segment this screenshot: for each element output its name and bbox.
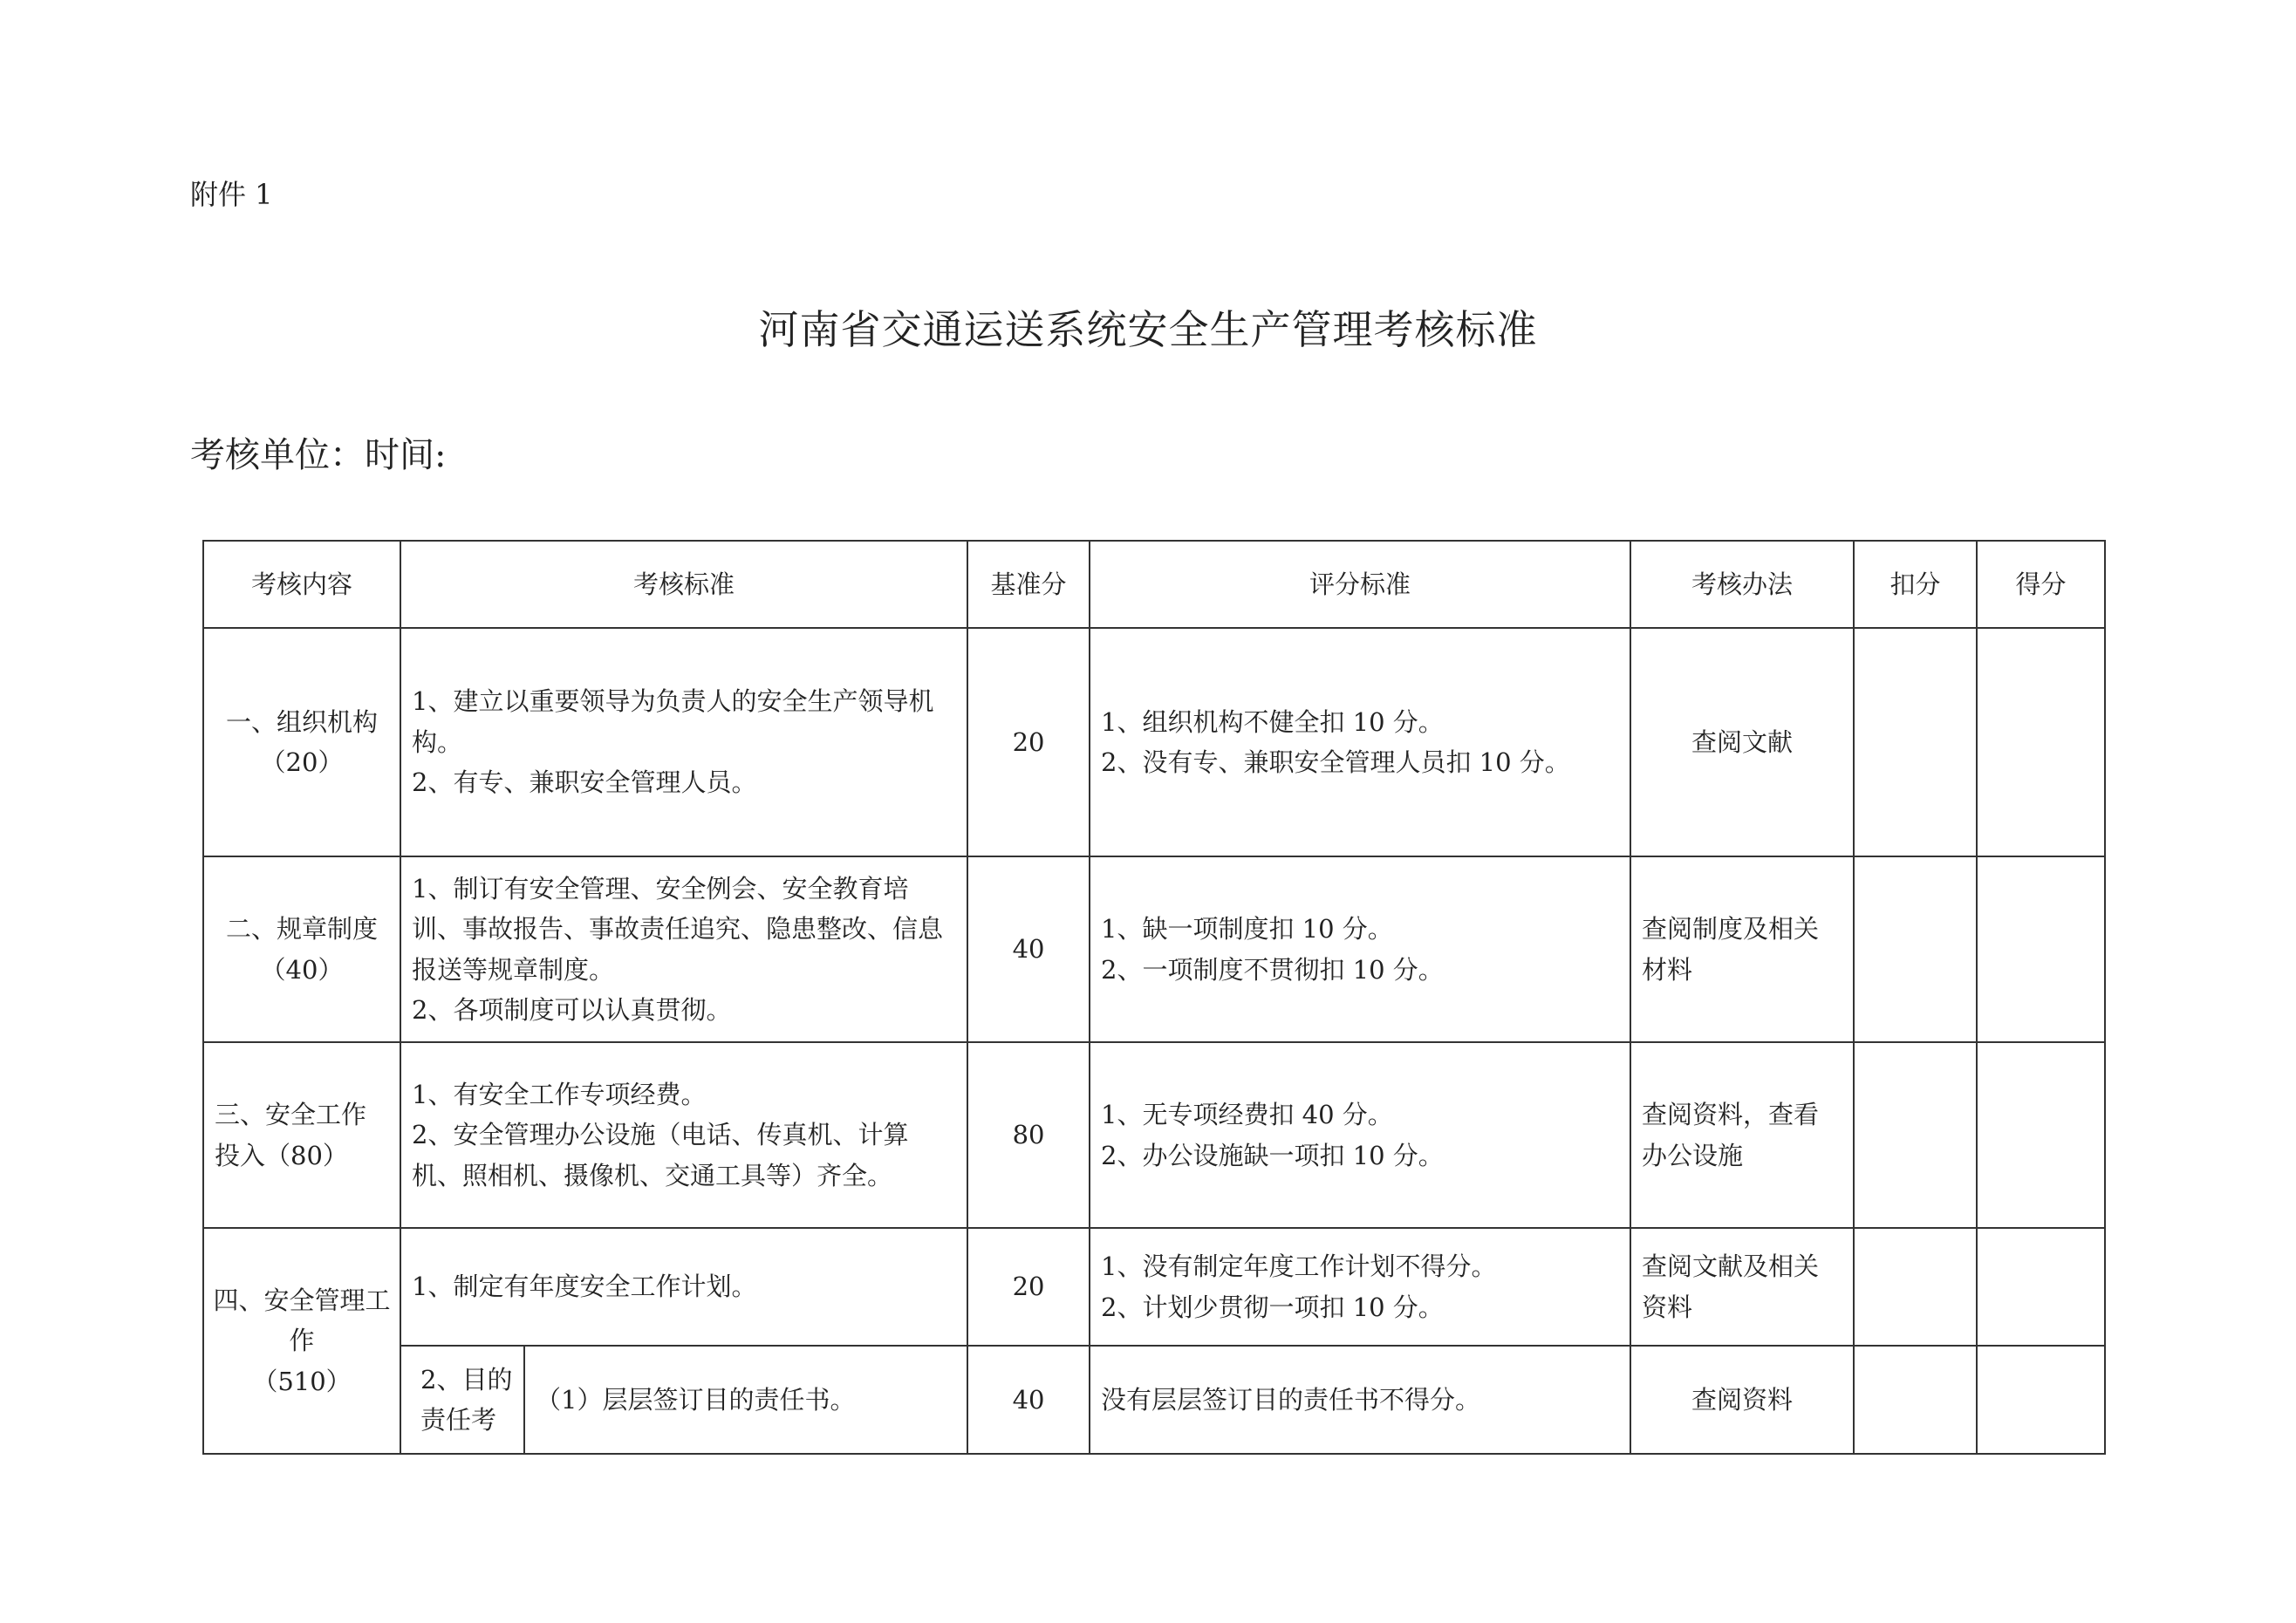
content-line: 三、安全工作投入（80） [215, 1100, 367, 1170]
scoring-line: 1、缺一项制度扣 10 分。 [1101, 914, 1393, 944]
row-deduct-cell [1854, 1346, 1977, 1454]
content-line: 二、规章制度 [225, 914, 378, 944]
content-line: 四、安全管理工作 [213, 1285, 391, 1356]
scoring-line: 没有层层签订目的责任书不得分。 [1101, 1384, 1481, 1415]
standard-line: 1、制订有安全管理、安全例会、安全教育培训、事故报告、事故责任追究、隐患整改、信息报送等规章制度。 [412, 873, 944, 985]
row-deduct-cell [1854, 856, 1977, 1042]
standard-line: （1）层层签订目的责任书。 [536, 1384, 856, 1415]
row-deduct-cell [1854, 628, 1977, 856]
row-content [203, 1042, 400, 1228]
row-standard [400, 1228, 967, 1346]
standard-line: 1、制定有年度安全工作计划。 [412, 1272, 757, 1302]
row-standard [400, 628, 967, 856]
row-base-score: 40 [967, 856, 1090, 1042]
row-method: 查阅资料 [1630, 1346, 1854, 1454]
attachment-label: 附件 1 [190, 178, 273, 211]
row-method: 查阅资料，查看办公设施 [1630, 1042, 1854, 1228]
header-content: 考核内容 [203, 541, 400, 628]
header-score: 得分 [1977, 541, 2105, 628]
row-content [203, 628, 400, 856]
scoring-line: 1、组织机构不健全扣 10 分。 [1101, 706, 1444, 737]
standard-line: 1、有安全工作专项经费。 [412, 1079, 707, 1109]
row-standard [400, 856, 967, 1042]
scoring-line: 1、没有制定年度工作计划不得分。 [1101, 1251, 1497, 1282]
unit-time-line: 考核单位：时间: [190, 435, 447, 475]
header-base-score: 基准分 [967, 541, 1090, 628]
row-score-cell [1977, 628, 2105, 856]
row-deduct-cell [1854, 1228, 1977, 1346]
row-scoring [1090, 1042, 1630, 1228]
row-content [203, 856, 400, 1042]
table-header-row [203, 541, 2105, 628]
row-score-cell [1977, 856, 2105, 1042]
table-row [203, 1228, 2105, 1346]
row-scoring [1090, 856, 1630, 1042]
row-base-score: 40 [967, 1346, 1090, 1454]
row-score-cell [1977, 1042, 2105, 1228]
table-row [203, 628, 2105, 856]
scoring-line: 2、没有专、兼职安全管理人员扣 10 分。 [1101, 747, 1570, 777]
table-row [203, 1346, 2105, 1454]
header-deduct: 扣分 [1854, 541, 1977, 628]
row-base-score: 20 [967, 1228, 1090, 1346]
content-line: 一、组织机构 [225, 706, 378, 737]
scoring-line: 2、办公设施缺一项扣 10 分。 [1101, 1140, 1444, 1170]
row-scoring [1090, 1228, 1630, 1346]
table-row [203, 1042, 2105, 1228]
row-method: 查阅文献及相关资料 [1630, 1228, 1854, 1346]
row-score-cell [1977, 1228, 2105, 1346]
content-line: （510） [252, 1366, 352, 1396]
row-base-score: 80 [967, 1042, 1090, 1228]
document-title: 河南省交通运送系统安全生产管理考核标准 [758, 306, 1538, 353]
row-method: 查阅文献 [1630, 628, 1854, 856]
standard-line: 2、安全管理办公设施（电话、传真机、计算机、照相机、摄像机、交通工具等）齐全。 [412, 1120, 909, 1190]
content-line: （20） [260, 747, 344, 777]
table-row [203, 856, 2105, 1042]
row-method: 查阅制度及相关材料 [1630, 856, 1854, 1042]
row-base-score: 20 [967, 628, 1090, 856]
row-standard [400, 1042, 967, 1228]
header-scoring: 评分标准 [1090, 541, 1630, 628]
standard-line: 2、有专、兼职安全管理人员。 [412, 767, 757, 798]
row-scoring [1090, 1346, 1630, 1454]
standard-line: 2、各项制度可以认真贯彻。 [412, 994, 732, 1025]
standard-line: 1、建立以重要领导为负责人的安全生产领导机构。 [412, 686, 934, 757]
scoring-line: 2、一项制度不贯彻扣 10 分。 [1101, 954, 1444, 985]
assessment-table [202, 540, 2106, 1455]
row-deduct-cell [1854, 1042, 1977, 1228]
scoring-line: 1、无专项经费扣 40 分。 [1101, 1100, 1393, 1130]
row-sub-label: 2、目的责任考 [400, 1346, 524, 1454]
row-standard [524, 1346, 967, 1454]
header-method: 考核办法 [1630, 541, 1854, 628]
scoring-line: 2、计划少贯彻一项扣 10 分。 [1101, 1292, 1444, 1322]
row-content [203, 1228, 400, 1454]
header-standard: 考核标准 [400, 541, 967, 628]
row-scoring [1090, 628, 1630, 856]
row-score-cell [1977, 1346, 2105, 1454]
content-line: （40） [260, 954, 344, 985]
